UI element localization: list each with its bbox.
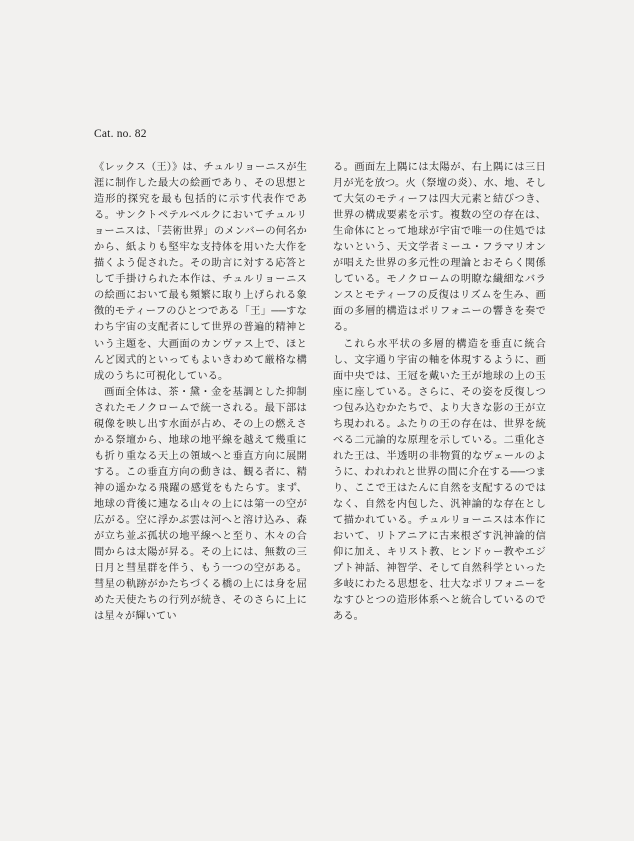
paragraph: 《レックス（王）》は、チュルリョーニスが生涯に制作した最大の絵画であり、その思想と造形的探究を最も包括的に示す代表作である。サンクトペテルベルクにおいてチュルリョーニスは、「芸術世界」のメンバーの何名かから、紙よりも堅牢な支持体を用いた大作を描くよう促された。その助言に対する応答として手掛けられた本作は、チュルリョーニスの絵画において最も頻繁に取り上げられる象徴的モティーフのひとつである「王」──すなわち宇宙の支配者にして世界の普遍的精神という主題を、大画面のカンヴァス上で、ほとんど図式的といってもよいきわめて厳格な構成のうちに可視化している。 <box>94 162 307 382</box>
paragraph: 画面全体は、茶・黛・金を基調とした抑制されたモノクロームで統一される。最下部は硯像を映し出す水面が占め、その上の燃えさかる祭壇から、地球の地平線を越えて幾重にも折り重なる天上の領域へと垂直方向に展開する。この垂直方向の動きは、観る者に、精神の遥かなる飛躍の感覚をもたらす。まず、地球の背後に連なる山々の上には第一の空が広がる。空に浮かぶ雲は河へと溶け込み、森が立ち並ぶ孤状の地平線へと至り、木々の合間からは太陽が昇る。その上には、無数の三日月と彗星群を伴う、もう一つの空がある。彗星の軌跡がかたちづくる橋の上には身を屈めた天使たちの行列が続き、そのさらに上には星々が輝いてい <box>94 386 307 623</box>
paragraph: る。画面左上隅には太陽が、右上隅には三日月が光を放つ。火（祭壇の炎）、水、地、そして大気のモティーフは四大元素と結びつき、世界の構成要素を示す。複数の空の存在は、生命体にとって地球が宇宙で唯一の住処ではないという、天文学者ミーユ・フラマリオンが唱えた世界の多元性の理論とおそらく関係している。モノクロームの明瞭な繊細なバランスとモティーフの反復はリズムを生み、画面の多層的構造はポリフォニーの響きを奏でる。 <box>333 162 546 334</box>
column-left <box>94 160 307 625</box>
paragraph: これら水平状の多層的構造を垂直に統合し、文字通り宇宙の軸を体現するように、画面中央では、王冠を戴いた王が地球の上の玉座に座している。さらに、その姿を反復しつつ包み込むかたちで、より大きな影の王が立ち現われる。ふたりの王の存在は、世界を統べる二元論的な原理を示している。二重化された王は、半透明の非物質的なヴェールのように、われわれと世界の間に介在する──つまり、ここで王はたんに自然を支配するのではなく、自然を内包した、汎神論的な存在として描かれている。チュルリョーニスは本作において、リトアニアに古来根ざす汎神論的信仰に加え、キリスト教、ヒンドゥー教やエジプト神話、神智学、そして自然科学といった多岐にわたる思想を、壮大なポリフォニーをなすひとつの造形体系へと統合しているのである。 <box>333 338 546 623</box>
column-right <box>333 160 546 625</box>
text-columns <box>94 160 546 625</box>
catalog-number: Cat. no. 82 <box>94 128 147 140</box>
